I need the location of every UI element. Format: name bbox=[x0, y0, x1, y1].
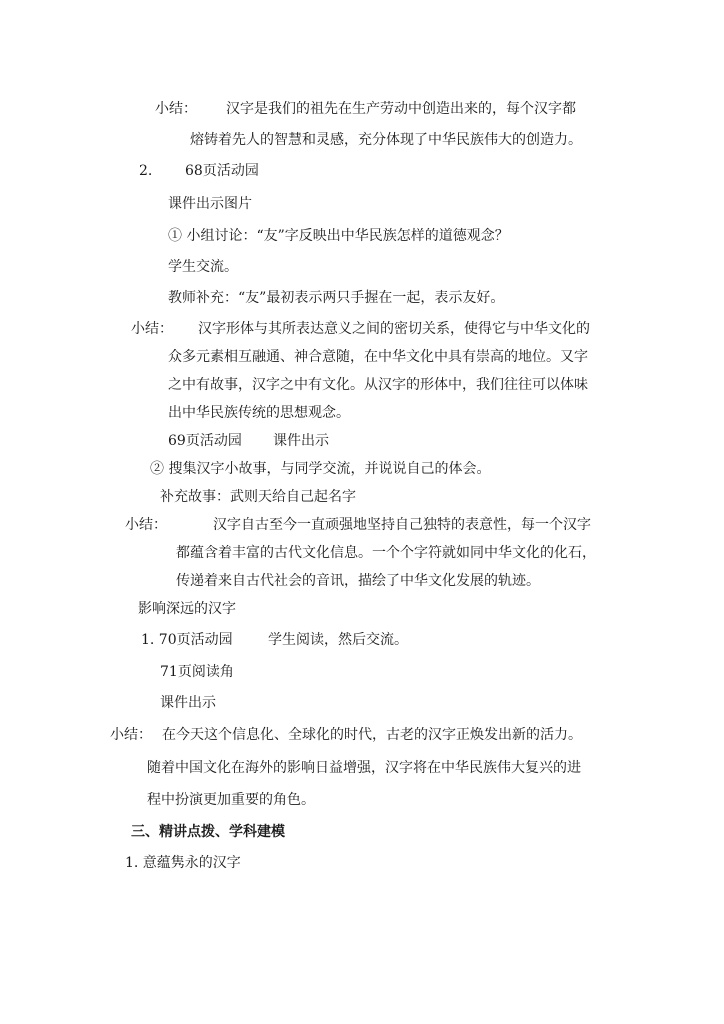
courseware-picture-line: 课件出示图片 bbox=[168, 196, 252, 212]
teacher-note-line: 教师补充：“友”最初表示两只手握在一起，表示友好。 bbox=[168, 290, 505, 306]
summary4-label: 小结： bbox=[110, 727, 152, 743]
item-p70-extra: 学生阅读，然后交流。 bbox=[268, 632, 408, 648]
summary2-line3: 之中有故事，汉字之中有文化。从汉字的形体中，我们往往可以体味 bbox=[168, 377, 588, 393]
courseware2-line: 课件出示 bbox=[160, 695, 216, 711]
p69-activity: 69页活动园 bbox=[168, 433, 242, 449]
summary3-line1: 汉字自古至今一直顽强地坚持自己独特的表意性，每一个汉字 bbox=[213, 517, 591, 533]
summary2-line2: 众多元素相互融通、神合意随，在中华文化中具有崇高的地位。又字 bbox=[168, 349, 588, 365]
item2-text: 68页活动园 bbox=[185, 163, 259, 179]
summary3-line3: 传递着来自古代社会的音讯，描绘了中华文化发展的轨迹。 bbox=[176, 573, 540, 589]
section-far-reaching: 影响深远的汉字 bbox=[138, 601, 236, 617]
summary2-line1: 汉字形体与其所表达意义之间的密切关系，使得它与中华文化的 bbox=[198, 321, 590, 337]
reading-corner-line: 71页阅读角 bbox=[160, 664, 234, 680]
summary3-line2: 都蕴含着丰富的古代文化信息。一个个字符就如同中华文化的化石， bbox=[176, 545, 596, 561]
summary2-label: 小结： bbox=[131, 321, 173, 337]
collect-stories-line: ② 搜集汉字小故事，与同学交流，并说说自己的体会。 bbox=[150, 461, 491, 477]
summary1-line1: 汉字是我们的祖先在生产劳动中创造出来的，每个汉字都 bbox=[226, 101, 576, 117]
discussion-line: ① 小组讨论：“友”字反映出中华民族怎样的道德观念？ bbox=[168, 228, 509, 244]
summary1-label: 小结： bbox=[155, 101, 197, 117]
item2-number: 2. bbox=[139, 163, 153, 179]
final-item-line: 1. 意蕴隽永的汉字 bbox=[125, 855, 241, 871]
summary4-line3: 程中扮演更加重要的角色。 bbox=[147, 792, 315, 808]
summary4-line1: 在今天这个信息化、全球化的时代，古老的汉字正焕发出新的活力。 bbox=[162, 727, 582, 743]
section-heading-3: 三、精讲点拨、学科建模 bbox=[131, 824, 285, 840]
student-exchange-line: 学生交流。 bbox=[168, 259, 238, 275]
summary3-label: 小结： bbox=[125, 517, 167, 533]
story-line: 补充故事：武则天给自己起名字 bbox=[160, 489, 356, 505]
p69-courseware: 课件出示 bbox=[273, 433, 329, 449]
summary4-line2: 随着中国文化在海外的影响日益增强，汉字将在中华民族伟大复兴的进 bbox=[147, 760, 581, 776]
summary2-line4: 出中华民族传统的思想观念。 bbox=[168, 405, 350, 421]
item-p70-activity: 1. 70页活动园 bbox=[141, 632, 233, 648]
summary1-line2: 熔铸着先人的智慧和灵感，充分体现了中华民族伟大的创造力。 bbox=[190, 132, 582, 148]
